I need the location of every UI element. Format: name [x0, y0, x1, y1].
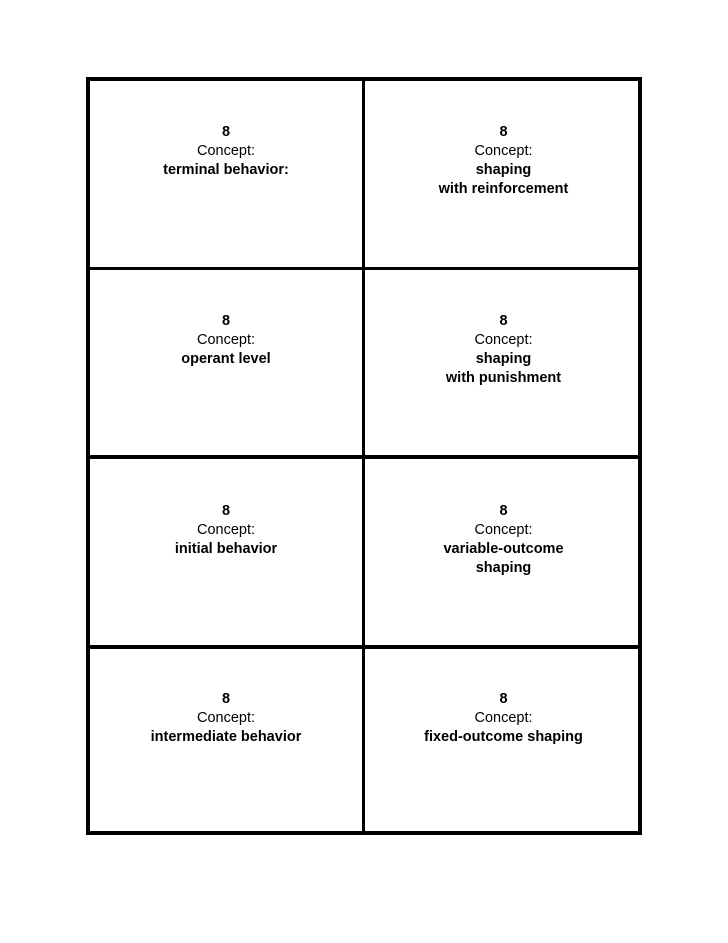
chapter-number: 8 — [499, 124, 508, 140]
row-divider — [90, 645, 638, 649]
chapter-number: 8 — [221, 313, 231, 329]
flashcard-sheet — [86, 77, 642, 835]
concept-term: initial behavior — [174, 541, 278, 557]
chapter-number: 8 — [221, 124, 231, 140]
flashcard-fixed-outcome-shaping — [365, 690, 642, 747]
concept-label: Concept: — [196, 332, 256, 348]
concept-term: variable-outcome — [443, 541, 564, 557]
concept-label: Concept: — [196, 522, 256, 538]
chapter-number: 8 — [221, 503, 231, 519]
concept-label: Concept: — [474, 332, 533, 348]
flashcard-intermediate-behavior — [90, 690, 362, 747]
concept-term: with punishment — [445, 370, 562, 386]
flashcard-variable-outcome-shaping — [365, 502, 642, 578]
flashcard-shaping-with-punishment — [365, 312, 642, 388]
chapter-number: 8 — [499, 503, 508, 519]
concept-term: shaping — [475, 560, 532, 576]
concept-label: Concept: — [196, 143, 256, 159]
flashcard-shaping-with-reinforcement — [365, 123, 642, 199]
concept-term: terminal behavior: — [163, 162, 289, 178]
flashcard-initial-behavior — [90, 502, 362, 559]
row-divider — [90, 455, 638, 459]
concept-term: fixed-outcome shaping — [424, 729, 583, 745]
concept-term: shaping — [475, 162, 532, 178]
flashcard-operant-level — [90, 312, 362, 369]
flashcard-terminal-behavior — [90, 123, 362, 180]
chapter-number: 8 — [499, 691, 508, 707]
concept-label: Concept: — [474, 710, 533, 726]
concept-term: with reinforcement — [438, 181, 569, 197]
concept-term: intermediate behavior — [150, 729, 302, 745]
concept-term: operant level — [181, 351, 271, 367]
concept-label: Concept: — [474, 522, 533, 538]
concept-term: shaping — [475, 351, 532, 367]
chapter-number: 8 — [221, 691, 231, 707]
chapter-number: 8 — [499, 313, 508, 329]
concept-label: Concept: — [474, 143, 533, 159]
row-divider — [90, 267, 638, 270]
concept-label: Concept: — [196, 710, 256, 726]
